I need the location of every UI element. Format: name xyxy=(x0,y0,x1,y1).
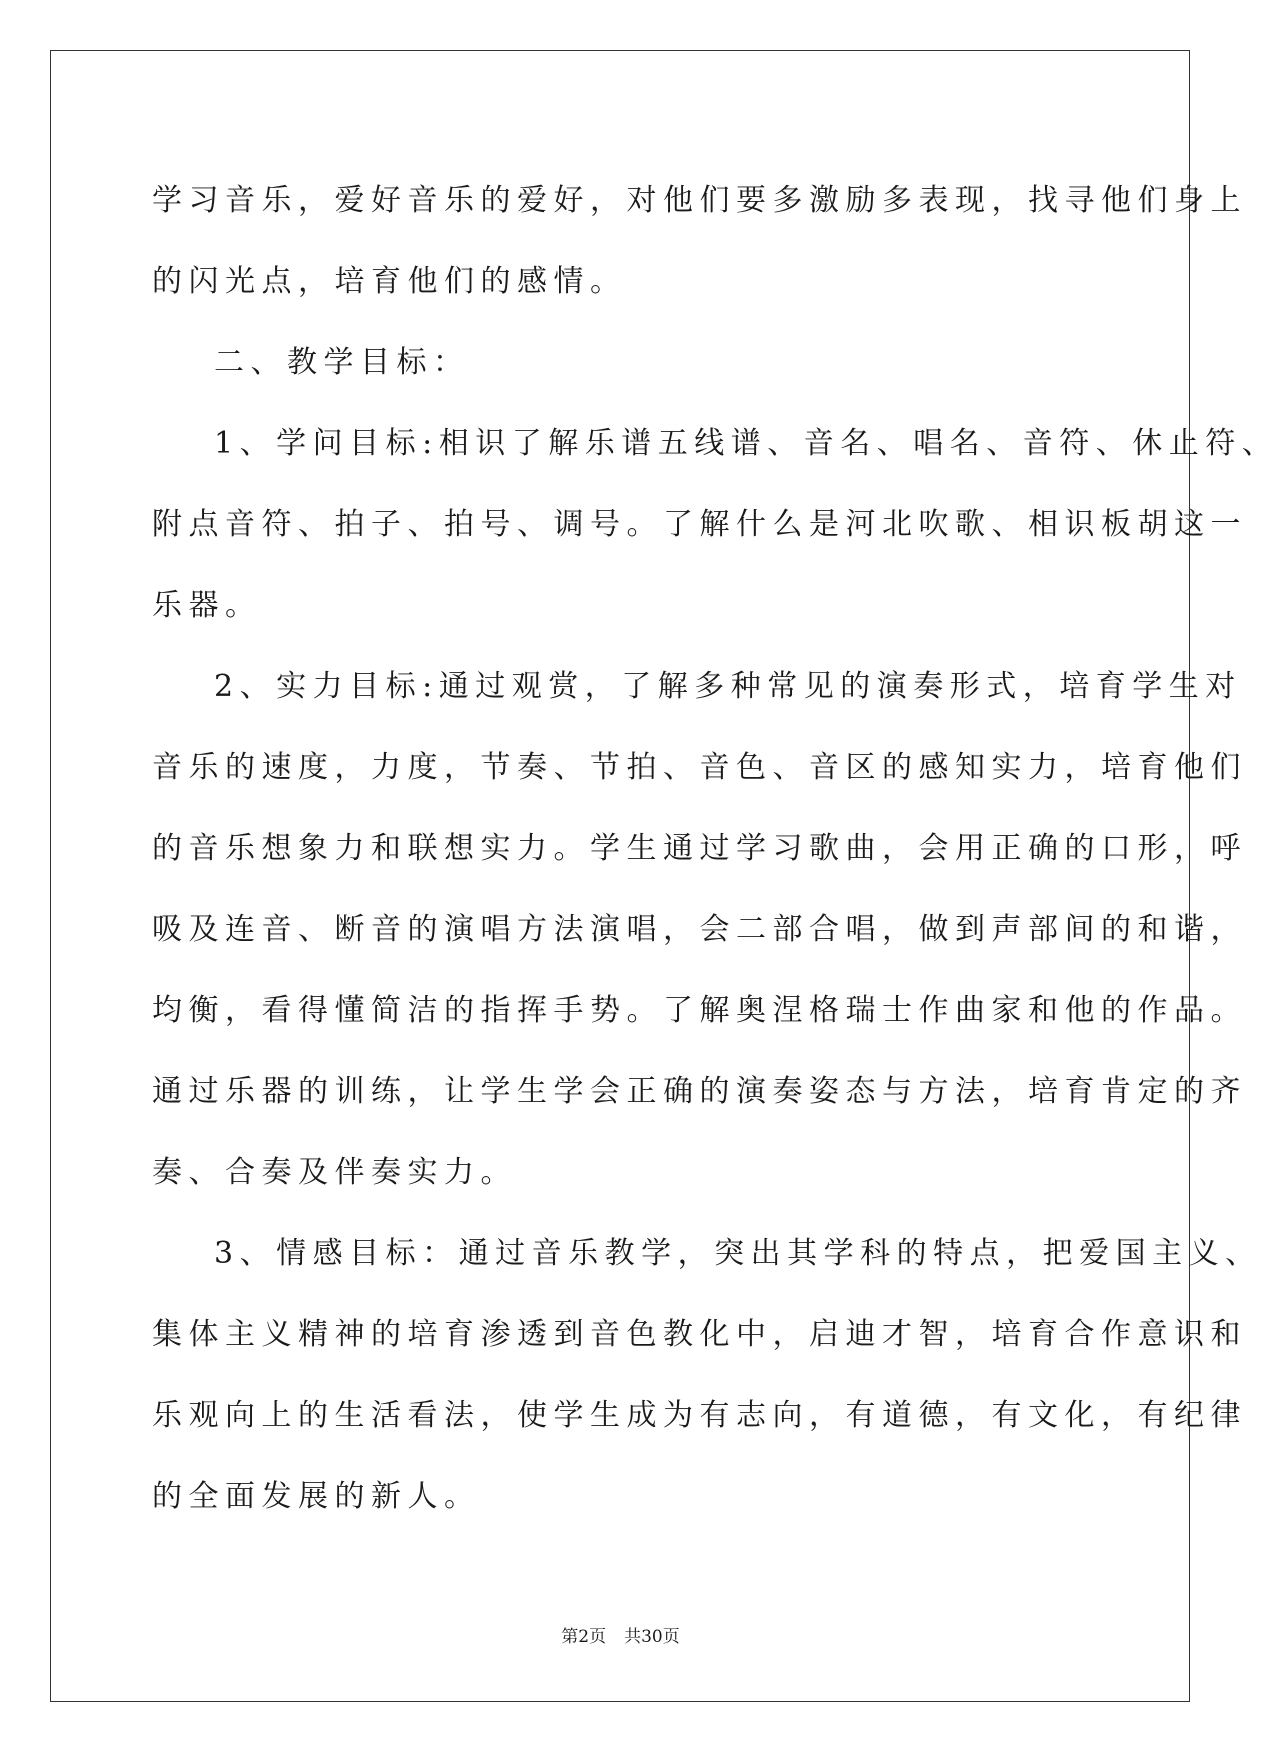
text-line-17: 的全面发展的新人。 xyxy=(152,1479,481,1514)
text-line-6: 乐器。 xyxy=(152,588,262,623)
text-line-9: 的音乐想象力和联想实力。学生通过学习歌曲，会用正确的口形，呼 xyxy=(152,831,1247,866)
text-line-16: 乐观向上的生活看法，使学生成为有志向，有道德，有文化，有纪律 xyxy=(152,1398,1247,1433)
page-total: 共30页 xyxy=(624,1627,680,1647)
text-line-10: 吸及连音、断音的演唱方法演唱，会二部合唱，做到声部间的和谐， xyxy=(152,912,1247,947)
text-line-5: 附点音符、拍子、拍号、调号。了解什么是河北吹歌、相识板胡这一 xyxy=(152,507,1247,542)
text-line-11: 均衡，看得懂简洁的指挥手势。了解奥涅格瑞士作曲家和他的作品。 xyxy=(152,993,1247,1028)
text-line-4: 1、学问目标:相识了解乐谱五线谱、音名、唱名、音符、休止符、 xyxy=(214,426,1278,461)
text-line-1: 学习音乐，爱好音乐的爱好，对他们要多激励多表现，找寻他们身上 xyxy=(152,183,1247,218)
text-line-2: 的闪光点，培育他们的感情。 xyxy=(152,264,627,299)
text-line-12: 通过乐器的训练，让学生学会正确的演奏姿态与方法，培育肯定的齐 xyxy=(152,1074,1247,1109)
text-line-14: 3、情感目标：通过音乐教学，突出其学科的特点，把爱国主义、 xyxy=(214,1236,1262,1271)
text-line-8: 音乐的速度，力度，节奏、节拍、音色、音区的感知实力，培育他们 xyxy=(152,750,1247,785)
text-line-13: 奏、合奏及伴奏实力。 xyxy=(152,1155,517,1190)
page-footer xyxy=(0,1626,1241,1648)
text-line-15: 集体主义精神的培育渗透到音色教化中，启迪才智，培育合作意识和 xyxy=(152,1317,1247,1352)
document-body xyxy=(152,160,1278,1537)
page-number: 第2页 xyxy=(561,1627,607,1647)
section-heading: 二、教学目标： xyxy=(214,345,470,380)
text-line-7: 2、实力目标:通过观赏，了解多种常见的演奏形式，培育学生对 xyxy=(214,669,1242,704)
